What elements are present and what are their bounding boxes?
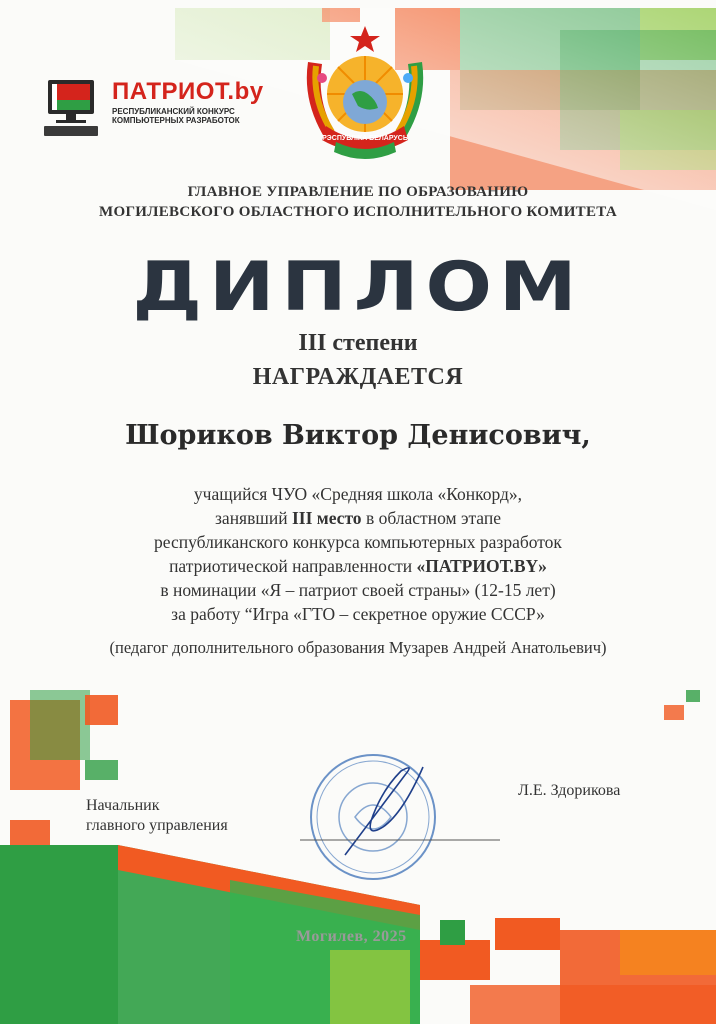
city-year: Могилев, 2025 [296, 928, 407, 945]
teacher-line: (педагог дополнительного образования Музарев Андрей Анатольевич) [109, 638, 607, 657]
header-line1: ГЛАВНОЕ УПРАВЛЕНИЕ ПО ОБРАЗОВАНИЮ [187, 184, 529, 200]
state-emblem-icon [292, 22, 438, 168]
logo-subtitle-line1: РЕСПУБЛИКАНСКИЙ КОНКУРС [112, 107, 235, 116]
logo-subtitle-line2: КОМПЬЮТЕРНЫХ РАЗРАБОТОК [112, 116, 240, 125]
signer-role-line1: Начальник [86, 797, 160, 814]
logo-title: ПАТРИОТ.by [112, 78, 264, 105]
patriot-logo [40, 70, 280, 150]
signer-name: Л.Е. Здорикова [518, 782, 621, 799]
diploma-degree: III степени [298, 330, 418, 356]
body-line3: республиканского конкурса компьютерных разработок [154, 532, 562, 552]
body-line2 [0, 508, 716, 529]
header-line2: МОГИЛЕВСКОГО ОБЛАСТНОГО ИСПОЛНИТЕЛЬНОГО КОМИТЕТА [99, 204, 617, 220]
body-line4-pre: патриотической направленности [169, 556, 417, 576]
computer-icon [40, 70, 110, 140]
official-stamp-icon [305, 745, 455, 885]
awarded-label: НАГРАЖДАЕТСЯ [252, 364, 464, 390]
diploma-title: ДИПЛОМ [132, 248, 584, 327]
body-line1: учащийся ЧУО «Средняя школа «Конкорд», [193, 484, 523, 504]
body-line4 [0, 556, 716, 577]
emblem-ribbon-text: РЭСПУБЛІКА БЕЛАРУСЬ [322, 135, 408, 142]
body-line2-pre: занявший [215, 508, 292, 528]
recipient-name: Шориков Виктор Денисович, [125, 420, 591, 451]
signature-line [300, 838, 500, 842]
contest-name: «ПАТРИОТ.BY» [416, 556, 547, 576]
body-line6: за работу “Игра «ГТО – секретное оружие СССР» [171, 604, 545, 624]
place-label: III место [291, 508, 362, 528]
body-line5: в номинации «Я – патриот своей страны» (12-15 лет) [160, 580, 556, 600]
signer-role [86, 796, 228, 836]
logo-subtitle [112, 107, 272, 125]
body-line2-post: в областном этапе [361, 508, 501, 528]
signer-role-line2: главного управления [86, 817, 228, 834]
